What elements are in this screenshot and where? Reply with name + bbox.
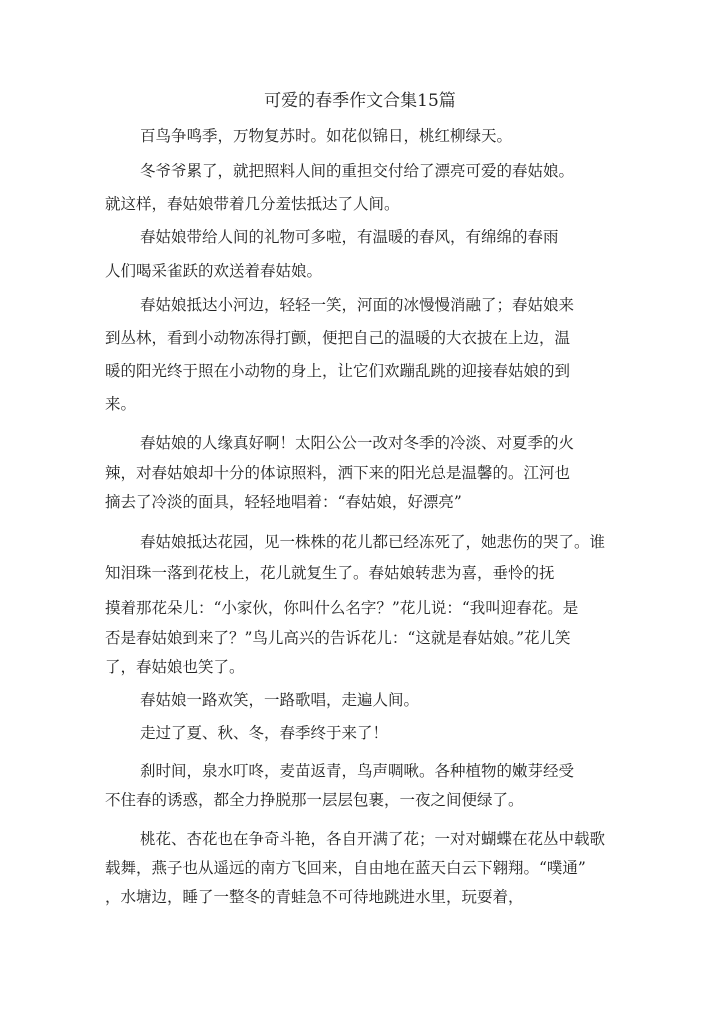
- text-line: 春姑娘带给人间的礼物可多啦，有温暖的春风，有绵绵的春雨: [140, 228, 559, 246]
- text-line: 刹时间，泉水叮咚，麦苗返青，鸟声啁啾。各种植物的嫩芽经受: [140, 762, 575, 780]
- text-line: 否是春姑娘到来了？”鸟儿高兴的告诉花儿：“这就是春姑娘。”花儿笑: [105, 629, 571, 647]
- text-line: 摘去了冷淡的面具，轻轻地唱着：“春姑娘，好漂亮”: [105, 493, 462, 511]
- document-title: 可爱的春季作文合集15篇: [264, 91, 456, 111]
- text-line: 不住春的诱惑，都全力挣脱那一层层包裹，一夜之间便绿了。: [105, 791, 524, 809]
- text-line: 就这样，春姑娘带着几分羞怯抵达了人间。: [105, 195, 400, 213]
- text-line: 春姑娘抵达小河边，轻轻一笑，河面的冰慢慢消融了；春姑娘来: [140, 296, 575, 314]
- text-line: 人们喝采雀跃的欢送着春姑娘。: [105, 262, 323, 280]
- text-line: 知泪珠一落到花枝上，花儿就复生了。春姑娘转悲为喜，垂怜的抚: [105, 564, 555, 582]
- text-line: 春姑娘一路欢笑，一路歌唱，走遍人间。: [140, 691, 420, 709]
- text-line: 摸着那花朵儿：“小家伙，你叫什么名字？”花儿说：“我叫迎春花。是: [105, 599, 579, 617]
- text-line: 来。: [105, 395, 137, 413]
- text-line: 了，春姑娘也笑了。: [105, 658, 245, 676]
- text-line: 到丛林，看到小动物冻得打颤，便把自己的温暖的大衣披在上边，温: [105, 329, 571, 347]
- text-line: 桃花、杏花也在争奇斗艳，各自开满了花；一对对蝴蝶在花丛中载歌: [140, 830, 606, 848]
- text-line: 暖的阳光终于照在小动物的身上，让它们欢蹦乱跳的迎接春姑娘的到: [105, 362, 571, 380]
- text-line: 载舞，燕子也从遥远的南方飞回来，自由地在蓝天白云下翱翔。“噗通”: [105, 859, 586, 877]
- text-line: 冬爷爷累了，就把照料人间的重担交付给了漂亮可爱的春姑娘。: [140, 162, 575, 180]
- text-line: ，水塘边，睡了一整冬的青蛙急不可待地跳进水里，玩耍着，: [105, 888, 524, 906]
- text-line: 走过了夏、秋、冬，春季终于来了！: [140, 724, 389, 742]
- text-line: 春姑娘的人缘真好啊！太阳公公一改对冬季的冷淡、对夏季的火: [140, 434, 575, 452]
- text-line: 辣，对春姑娘却十分的体谅照料，洒下来的阳光总是温馨的。江河也: [105, 464, 571, 482]
- text-line: 春姑娘抵达花园，见一株株的花儿都已经冻死了，她悲伤的哭了。谁: [140, 533, 606, 551]
- text-line: 百鸟争鸣季，万物复苏时。如花似锦日，桃红柳绿天。: [140, 127, 513, 145]
